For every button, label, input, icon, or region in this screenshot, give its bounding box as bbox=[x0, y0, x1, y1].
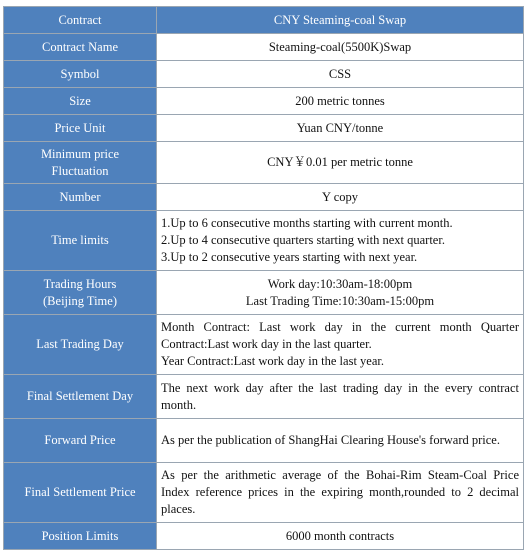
table-row bbox=[4, 375, 524, 419]
row-label: Forward Price bbox=[4, 419, 157, 463]
row-value bbox=[157, 271, 524, 315]
row-value: 200 metric tonnes bbox=[157, 88, 524, 115]
table-row bbox=[4, 142, 524, 184]
row-value-line: Work day:10:30am-18:00pm bbox=[267, 276, 413, 291]
row-value: CNY￥0.01 per metric tonne bbox=[157, 142, 524, 184]
row-value: CSS bbox=[157, 61, 524, 88]
row-label: Price Unit bbox=[4, 115, 157, 142]
table-row bbox=[4, 419, 524, 463]
row-value: Yuan CNY/tonne bbox=[157, 115, 524, 142]
row-value bbox=[157, 315, 524, 375]
table-row bbox=[4, 61, 524, 88]
row-label-line: Fluctuation bbox=[51, 163, 109, 178]
table-row bbox=[4, 463, 524, 523]
table-row bbox=[4, 271, 524, 315]
table-row bbox=[4, 34, 524, 61]
row-value-line: 1.Up to 6 consecutive months starting with current month. bbox=[161, 216, 453, 230]
row-value-line: Month Contract: Last work day in the current month Quarter Contract:Last work day in the last quarter. bbox=[161, 320, 519, 351]
contract-spec-table bbox=[3, 6, 524, 550]
row-value-line: 2.Up to 4 consecutive quarters starting with next quarter. bbox=[161, 233, 445, 247]
row-label: Contract Name bbox=[4, 34, 157, 61]
table-row bbox=[4, 211, 524, 271]
row-label: Position Limits bbox=[4, 523, 157, 550]
row-label: Number bbox=[4, 184, 157, 211]
table-row bbox=[4, 115, 524, 142]
row-value: Steaming-coal(5500K)Swap bbox=[157, 34, 524, 61]
table-row bbox=[4, 523, 524, 550]
row-value-line: 3.Up to 2 consecutive years starting with next year. bbox=[161, 250, 418, 264]
row-value-line: Last Trading Time:10:30am-15:00pm bbox=[245, 293, 435, 308]
table-header-row bbox=[4, 7, 524, 34]
row-value: As per the arithmetic average of the Bohai-Rim Steam-Coal Price Index reference prices in the expiring month,rounded to 2 decimal places. bbox=[157, 463, 524, 523]
table-row bbox=[4, 88, 524, 115]
row-label: Last Trading Day bbox=[4, 315, 157, 375]
row-value: As per the publication of ShangHai Clearing House's forward price. bbox=[157, 419, 524, 463]
row-value-line: Year Contract:Last work day in the last year. bbox=[161, 354, 384, 368]
row-label: Final Settlement Day bbox=[4, 375, 157, 419]
row-label bbox=[4, 142, 157, 184]
row-label: Symbol bbox=[4, 61, 157, 88]
row-label-line: Trading Hours bbox=[43, 276, 117, 291]
row-value: 6000 month contracts bbox=[157, 523, 524, 550]
row-value bbox=[157, 211, 524, 271]
row-label-line: Minimum price bbox=[40, 146, 120, 161]
row-label: Size bbox=[4, 88, 157, 115]
header-label-cell: Contract bbox=[4, 7, 157, 34]
row-value: The next work day after the last trading day in the every contract month. bbox=[157, 375, 524, 419]
header-value-cell: CNY Steaming-coal Swap bbox=[157, 7, 524, 34]
table-row bbox=[4, 184, 524, 211]
row-value: Y copy bbox=[157, 184, 524, 211]
row-label: Final Settlement Price bbox=[4, 463, 157, 523]
contract-spec-table-wrapper bbox=[3, 6, 524, 550]
table-row bbox=[4, 315, 524, 375]
row-label-line: (Beijing Time) bbox=[43, 293, 117, 308]
row-label: Time limits bbox=[4, 211, 157, 271]
row-label bbox=[4, 271, 157, 315]
